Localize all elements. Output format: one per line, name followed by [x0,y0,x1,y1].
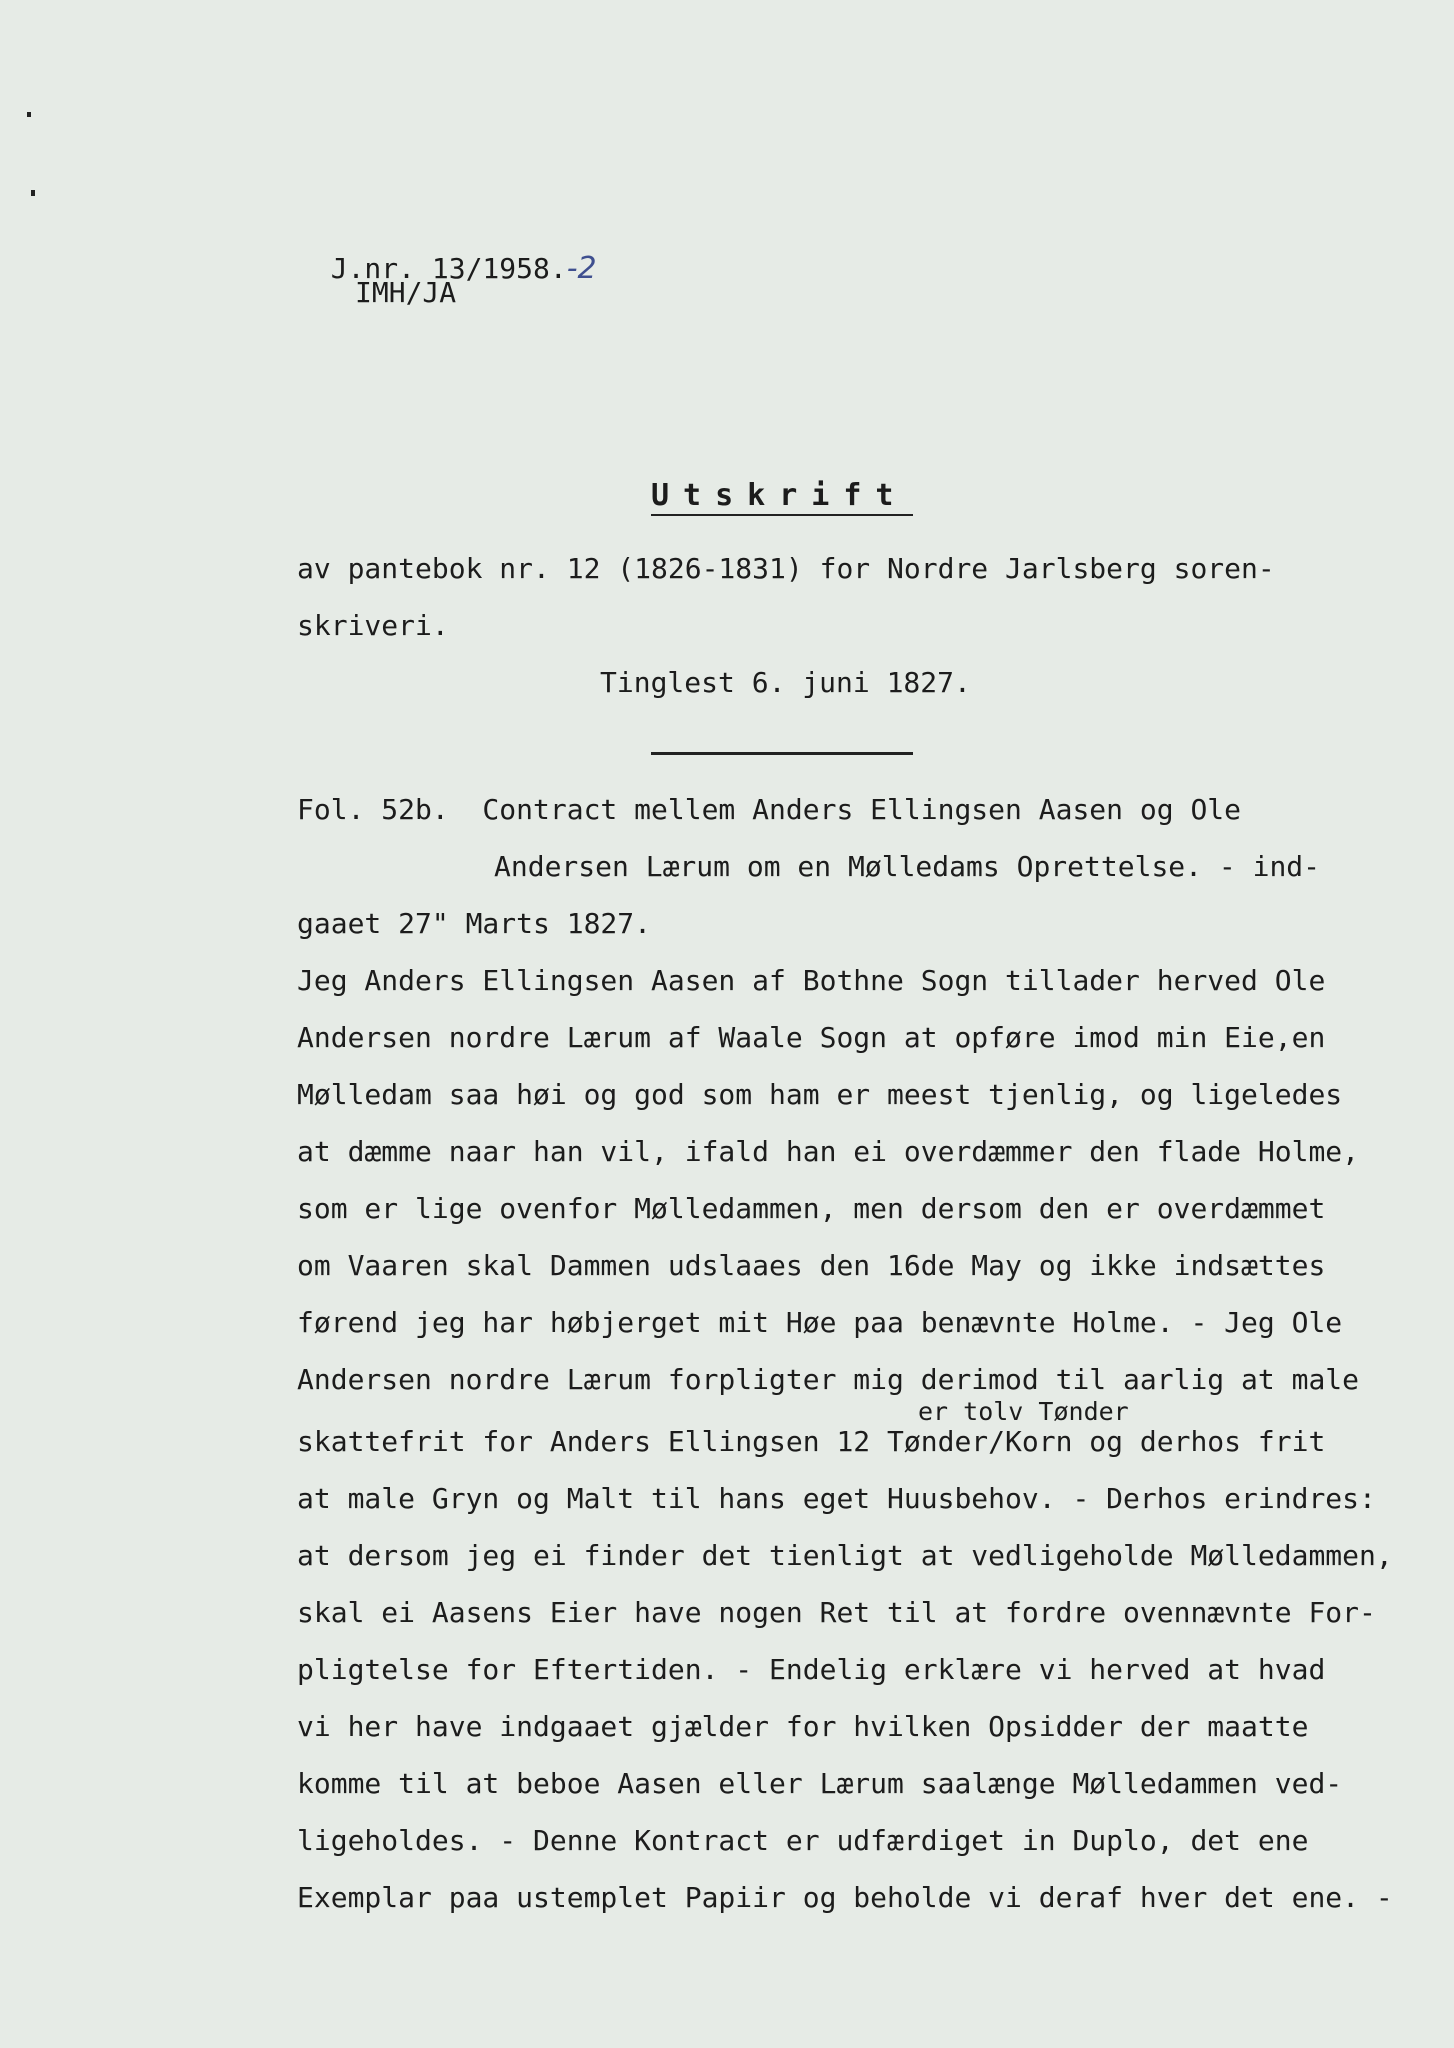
body-line: at dæmme naar han vil, ifald han ei overdæmmer den flade Holme, [297,1135,1360,1168]
body-line: Andersen nordre Lærum forpligter mig derimod til aarlig at male [297,1363,1360,1396]
handwritten-annotation: -2 [566,251,597,286]
body-line: om Vaaren skal Dammen udslaaes den 16de May og ikke indsættes [297,1249,1326,1282]
body-line: skattefrit for Anders Ellingsen 12 Tønder/Korn og derhos frit [297,1425,1326,1458]
separator-rule [651,752,913,755]
body-line: pligtelse for Eftertiden. - Endelig erklære vi herved at hvad [297,1653,1326,1686]
body-line: Fol. 52b. Contract mellem Anders Ellingsen Aasen og Ole [297,793,1242,826]
interlinear-insertion: er tolv Tønder [918,1397,1129,1426]
body-line: at male Gryn og Malt til hans eget Huusbehov. - Derhos erindres: [297,1482,1376,1515]
body-line: Jeg Anders Ellingsen Aasen af Bothne Sogn tillader herved Ole [297,964,1326,997]
body-line: skal ei Aasens Eier have nogen Ret til at fordre ovennævnte For- [297,1596,1376,1629]
body-line: Mølledam saa høi og god som ham er meest tjenlig, og ligeledes [297,1078,1343,1111]
margin-mark [27,112,31,117]
document-title: Utskrift [651,478,908,513]
body-line: gaaet 27" Marts 1827. [297,907,652,940]
body-line: ligeholdes. - Denne Kontract er udfærdiget in Duplo, det ene [297,1824,1309,1857]
margin-mark [31,190,35,196]
initials: IMH/JA [355,276,457,309]
body-line: komme til at beboe Aasen eller Lærum saalænge Mølledammen ved- [297,1767,1343,1800]
title-underline [651,514,913,516]
body-line: at dersom jeg ei finder det tienligt at vedligeholde Mølledammen, [297,1539,1393,1572]
subtitle-line-2: skriveri. [297,609,449,642]
body-line: Andersen Lærum om en Mølledams Oprettelse. - ind- [494,850,1321,883]
body-line: Andersen nordre Lærum af Waale Sogn at opføre imod min Eie,en [297,1021,1326,1054]
body-line: Exemplar paa ustemplet Papiir og beholde vi deraf hver det ene. - [297,1881,1393,1914]
body-line: som er lige ovenfor Mølledammen, men dersom den er overdæmmet [297,1192,1326,1225]
journal-number: J.nr. 13/1958. [330,252,567,285]
registration-date: Tinglest 6. juni 1827. [600,666,971,699]
body-line: vi her have indgaaet gjælder for hvilken Opsidder der maatte [297,1710,1309,1743]
body-line: førend jeg har høbjerget mit Høe paa benævnte Holme. - Jeg Ole [297,1306,1343,1339]
subtitle-line-1: av pantebok nr. 12 (1826-1831) for Nordre Jarlsberg soren- [297,552,1275,585]
